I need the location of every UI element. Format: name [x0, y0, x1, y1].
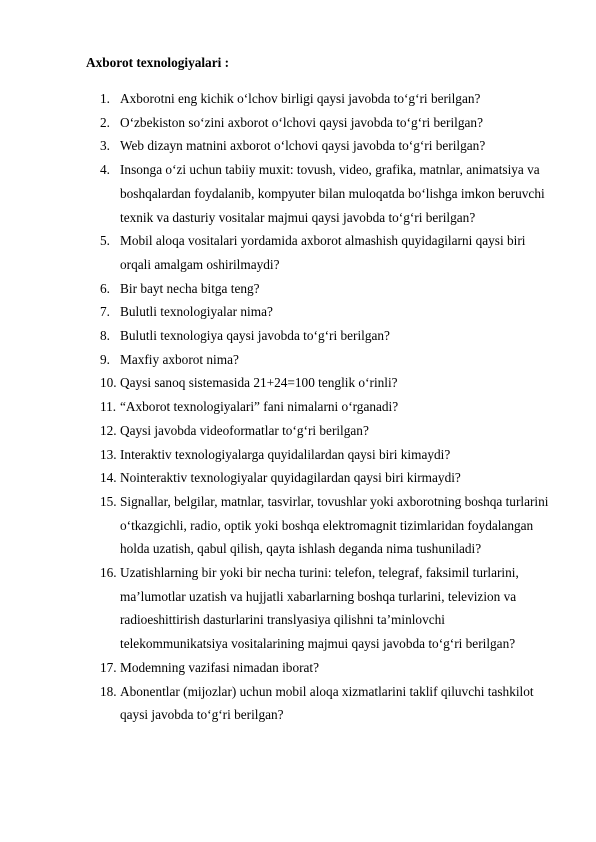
question-number: 7. [100, 304, 110, 320]
question-number: 12. [100, 422, 117, 438]
question-item [0, 348, 596, 372]
question-text: Abonentlar (mijozlar) uchun mobil aloqa xizmatlarini taklif qiluvchi tashkilot qaysi javobda to‘g‘ri berilgan? [120, 683, 534, 723]
question-text: O‘zbekiston so‘zini axborot o‘lchovi qaysi javobda to‘g‘ri berilgan? [120, 114, 483, 130]
question-number: 9. [100, 351, 110, 367]
question-number: 15. [100, 493, 117, 509]
question-item [0, 561, 596, 656]
question-number: 8. [100, 328, 110, 344]
question-number: 4. [100, 162, 110, 178]
question-number: 6. [100, 280, 110, 296]
question-text: Signallar, belgilar, matnlar, tasvirlar, tovushlar yoki axborotning boshqa turlarini o‘tkazgichli, radio, optik yoki boshqa elektromagnit tizimlaridan foydalangan holda uzatish, qabul qilish, qayta ishlash deganda nima tushuniladi? [120, 493, 549, 557]
question-text: “Axborot texnologiyalari” fani nimalarni o‘rganadi? [120, 399, 399, 415]
question-number: 3. [100, 138, 110, 154]
question-number: 11. [100, 399, 117, 415]
question-text: Bulutli texnologiya qaysi javobda to‘g‘ri berilgan? [120, 328, 390, 344]
question-number: 5. [100, 233, 110, 249]
question-item [0, 419, 596, 443]
question-item [0, 490, 596, 561]
question-item [0, 134, 596, 158]
question-item [0, 111, 596, 135]
question-item [0, 300, 596, 324]
question-number: 1. [100, 91, 110, 106]
question-number: 10. [100, 375, 117, 391]
question-item [0, 324, 596, 348]
question-item [0, 395, 596, 419]
question-number: 16. [100, 565, 117, 581]
question-number: 2. [100, 114, 110, 130]
document-title: Axborot texnologiyalari : [86, 55, 230, 70]
question-item [0, 87, 596, 111]
question-item [0, 680, 596, 727]
question-text: Insonga o‘zi uchun tabiiy muxit: tovush, video, grafika, matnlar, animatsiya va boshqalardan foydalanib, kompyuter bilan muloqatda bo‘lishga imkon beruvchi texnik va dasturiy vositalar majmui qaysi javobda to‘g‘ri berilgan? [120, 162, 545, 225]
question-item [0, 158, 596, 229]
question-item [0, 466, 596, 490]
question-text: Qaysi javobda videoformatlar to‘g‘ri berilgan? [120, 422, 369, 438]
question-text: Qaysi sanoq sistemasida 21+24=100 tenglik o‘rinli? [120, 375, 398, 391]
question-item [0, 229, 596, 276]
question-text: Axborotni eng kichik o‘lchov birligi qaysi javobda to‘g‘ri berilgan? [120, 91, 481, 106]
question-text: Uzatishlarning bir yoki bir necha turini: telefon, telegraf, faksimil turlarini, ma’lumotlar uzatish va hujjatli xabarlarning boshqa turlarini, televizion va radioeshittirish dasturlarini translyasiya qilishni ta’minlovchi telekommunikatsiya vositalarining majmui qaysi javobda to‘g‘ri berilgan? [120, 565, 519, 652]
question-text: Interaktiv texnologiyalarga quyidalilardan qaysi biri kimaydi? [120, 446, 451, 462]
question-text: Nointeraktiv texnologiyalar quyidagilardan qaysi biri kirmaydi? [120, 470, 461, 486]
question-item [0, 656, 596, 680]
question-text: Maxfiy axborot nima? [120, 351, 239, 367]
question-item [0, 371, 596, 395]
question-item [0, 277, 596, 301]
question-number: 17. [100, 659, 117, 675]
question-text: Modemning vazifasi nimadan iborat? [120, 659, 320, 675]
question-number: 14. [100, 470, 117, 486]
question-number: 18. [100, 683, 117, 699]
question-item [0, 443, 596, 467]
question-number: 13. [100, 446, 117, 462]
question-list [0, 87, 596, 727]
question-text: Bir bayt necha bitga teng? [120, 280, 260, 296]
question-text: Bulutli texnologiyalar nima? [120, 304, 273, 320]
question-text: Web dizayn matnini axborot o‘lchovi qaysi javobda to‘g‘ri berilgan? [120, 138, 486, 154]
question-text: Mobil aloqa vositalari yordamida axborot almashish quyidagilarni qaysi biri orqali amalgam oshirilmaydi? [120, 233, 526, 272]
